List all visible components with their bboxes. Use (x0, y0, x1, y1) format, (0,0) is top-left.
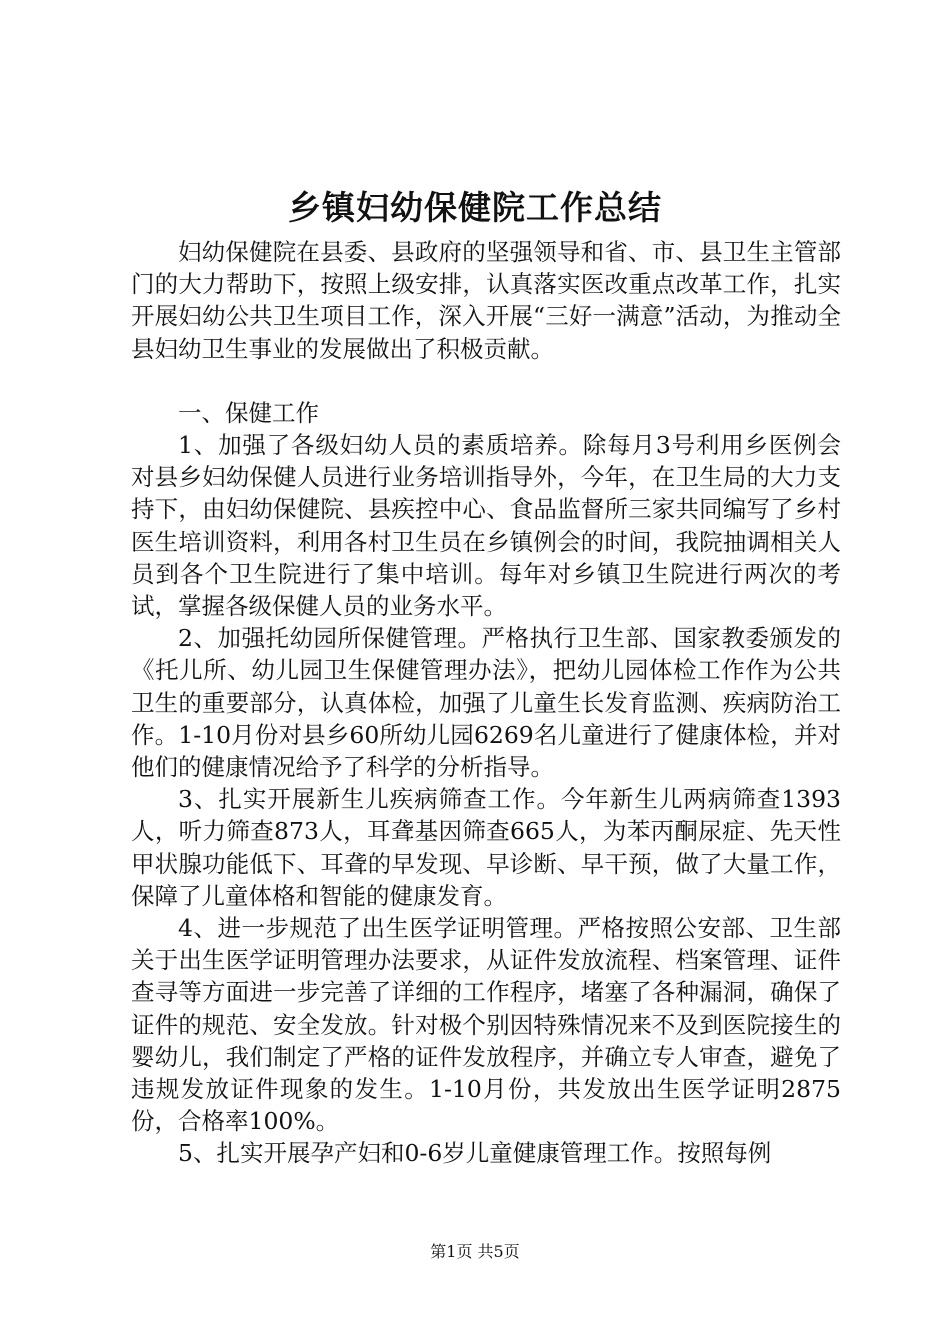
intro-paragraph: 妇幼保健院在县委、县政府的坚强领导和省、市、县卫生主管部门的大力帮助下，按照上级安排，认真落实医改重点改革工作，扎实开展妇幼公共卫生项目工作，深入开展“三好一满意”活动，为推动全县妇幼卫生事业的发展做出了积极贡献。 (131, 238, 841, 363)
paragraph-5: 5、扎实开展孕产妇和0-6岁儿童健康管理工作。按照每例 (178, 1139, 772, 1168)
document-body (131, 236, 841, 1170)
paragraph-4: 4、进一步规范了出生医学证明管理。严格按照公安部、卫生部关于出生医学证明管理办法要求，从证件发放流程、档案管理、证件查寻等方面进一步完善了详细的工作程序，堵塞了各种漏洞，确保了证件的规范、安全发放。针对极个别因特殊情况来不及到医院接生的婴幼儿，我们制定了严格的证件发放程序，并确立专人审查，避免了违规发放证件现象的发生。1-10月份，共发放出生医学证明2875份，合格率100%。 (131, 914, 841, 1136)
paragraph-1: 1、加强了各级妇幼人员的素质培养。除每月3号利用乡医例会对县乡妇幼保健人员进行业务培训指导外，今年，在卫生局的大力支持下，由妇幼保健院、县疾控中心、食品监督所三家共同编写了乡村医生培训资料，利用各村卫生员在乡镇例会的时间，我院抽调相关人员到各个卫生院进行了集中培训。每年对乡镇卫生院进行两次的考试，掌握各级保健人员的业务水平。 (131, 431, 841, 621)
paragraph-2: 2、加强托幼园所保健管理。严格执行卫生部、国家教委颁发的《托儿所、幼儿园卫生保健管理办法》，把幼儿园体检工作作为公共卫生的重要部分，认真体检，加强了儿童生长发育监测、疾病防治工作。1-10月份对县乡60所幼儿园6269名儿童进行了健康体检，并对他们的健康情况给予了科学的分析指导。 (131, 624, 841, 782)
document-title: 乡镇妇幼保健院工作总结 (288, 188, 662, 227)
section-heading: 一、保健工作 (178, 398, 319, 427)
paragraph-3: 3、扎实开展新生儿疾病筛查工作。今年新生儿两病筛查1393人，听力筛查873人，耳聋基因筛查665人，为苯丙酮尿症、先天性甲状腺功能低下、耳聋的早发现、早诊断、早干预，做了大量工作，保障了儿童体格和智能的健康发育。 (131, 785, 841, 910)
page-footer: 第1页 共5页 (430, 1242, 520, 1261)
